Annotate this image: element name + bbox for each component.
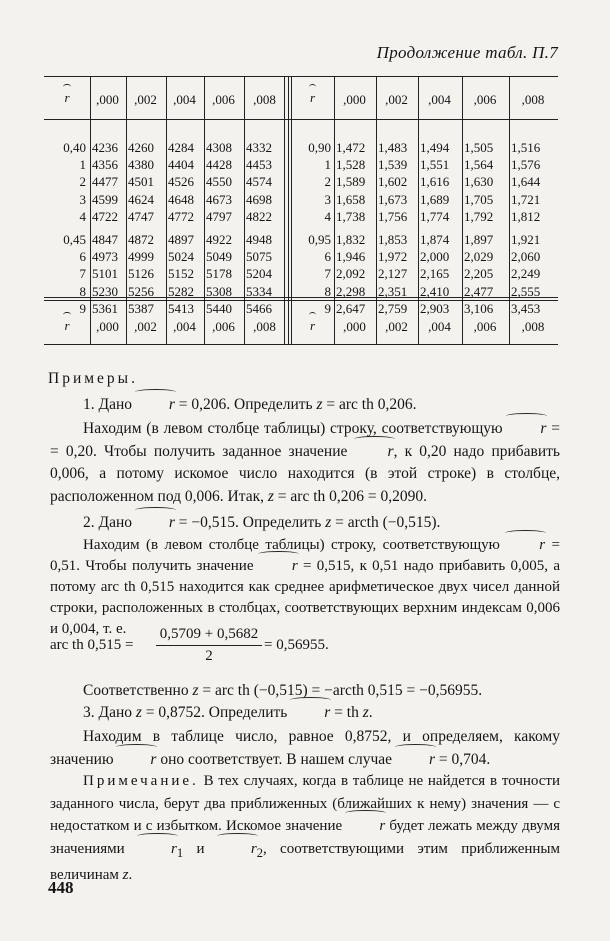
row-key: 3	[324, 191, 331, 207]
table-cell: 5204	[246, 266, 272, 282]
table-cell: 4797	[206, 208, 232, 224]
r-hat-symbol: r	[64, 318, 70, 333]
example-3: 3. Дано z = 0,8752. Определить r = th z.	[50, 702, 560, 725]
table-cell: 4526	[168, 174, 194, 190]
table-cell: 1,644	[511, 174, 541, 190]
table-cell: 3,106	[464, 300, 494, 316]
formula-lhs: arc th 0,515 =	[50, 637, 134, 653]
table-cell: 2,903	[420, 300, 450, 316]
table-cell: 1,564	[464, 157, 494, 173]
row-key: 0,40	[63, 140, 86, 155]
column-footer: ,008	[521, 319, 545, 334]
table-rule	[44, 119, 558, 120]
table-cell: 4404	[168, 157, 194, 173]
column-header: ,008	[253, 92, 276, 107]
table-cell: 1,494	[420, 140, 450, 155]
r-hat-symbol: r	[309, 318, 316, 333]
table-cell: 4772	[168, 208, 194, 224]
paragraph-4: Находим в таблице число, равное 0,8752, и определяем, какому значению r оно соответствует. В нашем случае r = 0,704.	[50, 726, 560, 771]
column-header: ,006	[212, 92, 235, 107]
table-cell: 4922	[206, 232, 232, 247]
note: Примечание. В тех случаях, когда в таблице не найдется в точности заданного числа, берут два приближенных (ближайших к нему) значения — с недостатком и с избытком. Искомое значение r будет лежать между двумя значениями $r_1$ и $r_2$, соответствующими этим приближенным величинам z.	[50, 773, 560, 883]
table-cell: 4599	[92, 191, 118, 207]
row-key: 9	[79, 300, 86, 316]
table-cell: 4260	[128, 140, 154, 155]
table-cell: 4847	[92, 232, 118, 247]
table-cell: 2,060	[511, 249, 541, 265]
table-cell: 1,616	[420, 174, 450, 190]
table-cell: 5361	[92, 300, 118, 316]
r-hat-symbol: r	[64, 90, 70, 105]
table-cell: 1,516	[511, 140, 541, 155]
table-cell: 1,721	[511, 191, 541, 207]
table-cell: 1,505	[464, 140, 494, 155]
column-header: ,004	[173, 92, 196, 107]
table-cell: 1,921	[511, 232, 541, 247]
table-cell: 2,127	[378, 266, 408, 282]
formula-rhs: = 0,56955.	[264, 637, 329, 653]
table-cell: 1,897	[464, 232, 494, 247]
table-cell: 1,738	[336, 208, 366, 224]
table-cell: 5075	[246, 249, 272, 265]
table-cell: 5024	[168, 249, 194, 265]
table-rule	[90, 77, 91, 344]
row-key: 7	[324, 266, 331, 282]
paragraph-1: Находим (в левом столбце таблицы) строку, соответствующую r = = 0,20. Чтобы получить заданное значение r, к 0,20 надо прибавить 0,006, а потому искомое число находится (в этой строке) в столбце, расположенном под 0,006. Итак, z = arc th 0,206 = 0,2090.	[50, 420, 561, 505]
table-cell: 4698	[246, 191, 272, 207]
table-cell: 2,205	[464, 266, 494, 282]
table-cell: 5440	[206, 300, 232, 316]
row-key: 0,90	[308, 140, 331, 155]
table-cell: 1,792	[464, 208, 494, 224]
example-2: 2. Дано r = −0,515. Определить z = arcth (−0,515).	[50, 512, 560, 535]
table-cell: 5334	[246, 283, 272, 299]
table-cell: 2,555	[511, 283, 541, 299]
table-rule	[244, 77, 245, 344]
table-cell: 5466	[246, 300, 272, 316]
table-rule	[126, 77, 127, 344]
column-footer: ,000	[96, 319, 119, 334]
table-cell: 4501	[128, 174, 154, 190]
table-cell: 4747	[128, 208, 154, 224]
table-cell: 1,630	[464, 174, 494, 190]
table-cell: 2,298	[336, 283, 366, 299]
column-header: ,000	[96, 92, 119, 107]
formula-numerator: 0,5709 + 0,5682	[159, 626, 259, 642]
table-cell: 5152	[168, 266, 194, 282]
column-footer: ,004	[428, 319, 451, 334]
table-cell: 1,472	[336, 140, 366, 155]
table-cell: 1,528	[336, 157, 366, 173]
table-cell: 1,756	[378, 208, 408, 224]
table-cell: 4648	[168, 191, 194, 207]
table-cell: 1,483	[378, 140, 408, 155]
table-cell: 1,832	[336, 232, 366, 247]
page-number: 448	[48, 878, 74, 897]
row-key: 8	[79, 283, 86, 299]
table-cell: 5308	[206, 283, 232, 299]
table-rule	[204, 77, 205, 344]
table-cell: 1,874	[420, 232, 450, 247]
header-rhat	[44, 317, 90, 334]
table-cell: 4872	[128, 232, 154, 247]
table-rule	[376, 77, 377, 344]
table-rule	[288, 77, 289, 344]
table-cell: 5049	[206, 249, 232, 265]
column-header: ,004	[428, 92, 451, 107]
table-cell: 4453	[246, 157, 272, 173]
table-cell: 2,165	[420, 266, 450, 282]
table-cell: 4477	[92, 174, 118, 190]
table-cell: 1,705	[464, 191, 494, 207]
table-cell: 5256	[128, 283, 154, 299]
table-cell: 3,453	[511, 300, 541, 316]
column-footer: ,006	[473, 319, 497, 334]
row-key: 4	[79, 208, 86, 224]
table-cell: 4673	[206, 191, 232, 207]
table-cell: 4897	[168, 232, 194, 247]
table-rule	[166, 77, 167, 344]
table-cell: 5230	[92, 283, 118, 299]
column-header: ,000	[343, 92, 366, 107]
table-cell: 1,972	[378, 249, 408, 265]
table-cell: 1,576	[511, 157, 541, 173]
table-rule	[418, 77, 419, 344]
column-footer: ,004	[173, 319, 196, 334]
table-cell: 4308	[206, 140, 232, 155]
table-cell: 2,000	[420, 249, 450, 265]
row-key: 4	[324, 208, 331, 224]
header-rhat	[291, 317, 334, 334]
row-key: 9	[324, 300, 331, 316]
table-cell: 4822	[246, 208, 272, 224]
table-cell: 4722	[92, 208, 118, 224]
table-cell: 1,539	[378, 157, 408, 173]
table-cell: 5387	[128, 300, 154, 316]
table-cell: 4284	[168, 140, 194, 155]
column-footer: ,000	[343, 319, 366, 334]
column-footer: ,006	[212, 319, 235, 334]
table-cell: 5126	[128, 266, 154, 282]
table-rule	[509, 77, 510, 344]
table-cell: 2,249	[511, 266, 541, 282]
column-header: ,006	[473, 92, 497, 107]
fraction-bar	[156, 645, 262, 646]
example-1: 1. Дано r = 0,206. Определить z = arc th 0,206.	[50, 394, 560, 417]
running-header: Продолжение табл. П.7	[376, 43, 558, 62]
table-rule	[462, 77, 463, 344]
row-key: 6	[324, 249, 331, 265]
table-cell: 2,092	[336, 266, 366, 282]
column-header: ,002	[385, 92, 408, 107]
row-key: 6	[79, 249, 86, 265]
table-cell: 2,759	[378, 300, 408, 316]
table-cell: 4973	[92, 249, 118, 265]
table-cell: 1,853	[378, 232, 408, 247]
table-cell: 1,589	[336, 174, 366, 190]
table-cell: 2,647	[336, 300, 366, 316]
table-cell: 1,673	[378, 191, 408, 207]
column-header: ,002	[134, 92, 157, 107]
table-cell: 2,029	[464, 249, 494, 265]
header-rhat	[291, 89, 334, 106]
table-cell: 4948	[246, 232, 272, 247]
row-key: 3	[79, 191, 86, 207]
table-cell: 1,551	[420, 157, 450, 173]
table-cell: 1,689	[420, 191, 450, 207]
row-key: 0,45	[63, 232, 86, 247]
table-cell: 4574	[246, 174, 272, 190]
table-cell: 4236	[92, 140, 118, 155]
table-cell: 4428	[206, 157, 232, 173]
table-cell: 4550	[206, 174, 232, 190]
row-key: 1	[324, 157, 331, 173]
table-cell: 1,812	[511, 208, 541, 224]
row-key: 2	[324, 174, 331, 190]
table-cell: 4380	[128, 157, 154, 173]
table-cell: 4332	[246, 140, 272, 155]
table-cell: 5178	[206, 266, 232, 282]
table-cell: 1,774	[420, 208, 450, 224]
table-cell: 5413	[168, 300, 194, 316]
header-rhat	[44, 89, 90, 106]
r-hat-symbol: r	[309, 90, 316, 105]
table-rule	[334, 77, 335, 344]
row-key: 1	[79, 157, 86, 173]
table-cell: 2,410	[420, 283, 450, 299]
table-cell: 4356	[92, 157, 118, 173]
column-footer: ,002	[134, 319, 157, 334]
table-cell: 5101	[92, 266, 118, 282]
table-cell: 1,658	[336, 191, 366, 207]
table-cell: 4624	[128, 191, 154, 207]
row-key: 0,95	[308, 232, 331, 247]
paragraph-2: Находим (в левом столбце таблицы) строку, соответствующую r = 0,51. Чтобы получить значение r = 0,515, к 0,51 надо прибавить 0,005, а потому arc th 0,515 находится как среднее арифметическое двух чисел данной строки, расположенных в столбцах, соответствующих верхним индексам 0,006 и 0,004, т. е.	[50, 537, 561, 637]
examples-title: Примеры.	[48, 370, 138, 387]
table-cell: 1,602	[378, 174, 408, 190]
paragraph-3: Соответственно z = arc th (−0,515) = −arcth 0,515 = −0,56955.	[83, 682, 483, 699]
table-cell: 2,477	[464, 283, 494, 299]
row-key: 8	[324, 283, 331, 299]
table-p7	[44, 76, 558, 345]
column-header: ,008	[521, 92, 545, 107]
table-cell: 4999	[128, 249, 154, 265]
formula-denominator: 2	[205, 648, 213, 664]
table-cell: 5282	[168, 283, 194, 299]
row-key: 7	[79, 266, 86, 282]
column-footer: ,008	[253, 319, 276, 334]
table-cell: 2,351	[378, 283, 408, 299]
column-footer: ,002	[385, 319, 408, 334]
table-cell: 1,946	[336, 249, 366, 265]
row-key: 2	[79, 174, 86, 190]
